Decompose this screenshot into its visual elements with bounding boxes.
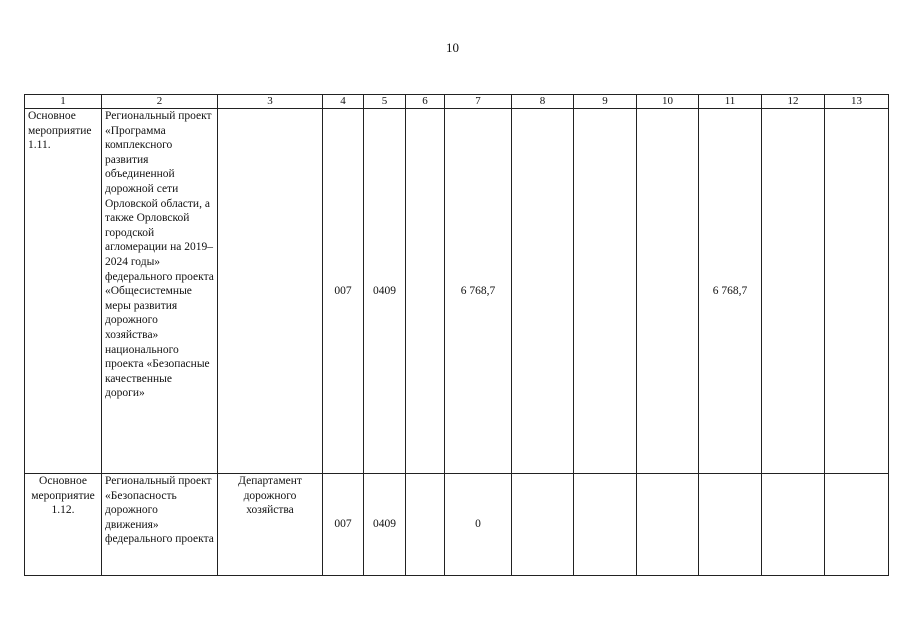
value-cell xyxy=(574,474,637,576)
column-header: 12 xyxy=(762,95,825,109)
column-header: 8 xyxy=(512,95,574,109)
value-cell xyxy=(637,109,699,474)
column-header: 3 xyxy=(218,95,323,109)
value-cell xyxy=(512,474,574,576)
value-cell xyxy=(699,474,762,576)
executor-cell xyxy=(218,109,323,474)
column-header: 10 xyxy=(637,95,699,109)
column-header: 2 xyxy=(102,95,218,109)
grbs-code-cell: 007 xyxy=(323,109,364,474)
column-header: 5 xyxy=(364,95,406,109)
value-cell xyxy=(574,109,637,474)
project-description-cell: Региональный проект «Безопасность дорожного движения» федерального проекта xyxy=(102,474,218,576)
value-cell xyxy=(406,474,445,576)
column-numbers-row xyxy=(25,95,889,109)
grbs-code-cell: 007 xyxy=(323,474,364,576)
value-cell xyxy=(825,109,889,474)
column-header: 7 xyxy=(445,95,512,109)
column-header: 6 xyxy=(406,95,445,109)
column-header: 4 xyxy=(323,95,364,109)
value-cell xyxy=(512,109,574,474)
total-value-cell: 6 768,7 xyxy=(445,109,512,474)
value-cell xyxy=(762,109,825,474)
event-name-cell: Основное мероприятие 1.11. xyxy=(25,109,102,474)
executor-cell: Департамент дорожного хозяйства xyxy=(218,474,323,576)
table-row xyxy=(25,109,889,474)
column-header: 1 xyxy=(25,95,102,109)
project-description-cell: Региональный проект «Программа комплексного развития объединенной дорожной сети Орловской области, а также Орловской городской агломерации на 2019–2024 годы» федерального проекта «Общесистемные меры развития дорожного хозяйства» национального проекта «Безопасные качественные дороги» xyxy=(102,109,218,474)
value-cell: 6 768,7 xyxy=(699,109,762,474)
section-code-cell: 0409 xyxy=(364,109,406,474)
value-cell xyxy=(825,474,889,576)
event-name-cell: Основное мероприятие 1.12. xyxy=(25,474,102,576)
column-header: 13 xyxy=(825,95,889,109)
page-number: 10 xyxy=(446,40,459,55)
column-header: 11 xyxy=(699,95,762,109)
table-row xyxy=(25,474,889,576)
value-cell xyxy=(406,109,445,474)
program-table xyxy=(24,94,889,576)
value-cell xyxy=(762,474,825,576)
section-code-cell: 0409 xyxy=(364,474,406,576)
total-value-cell: 0 xyxy=(445,474,512,576)
value-cell xyxy=(637,474,699,576)
column-header: 9 xyxy=(574,95,637,109)
